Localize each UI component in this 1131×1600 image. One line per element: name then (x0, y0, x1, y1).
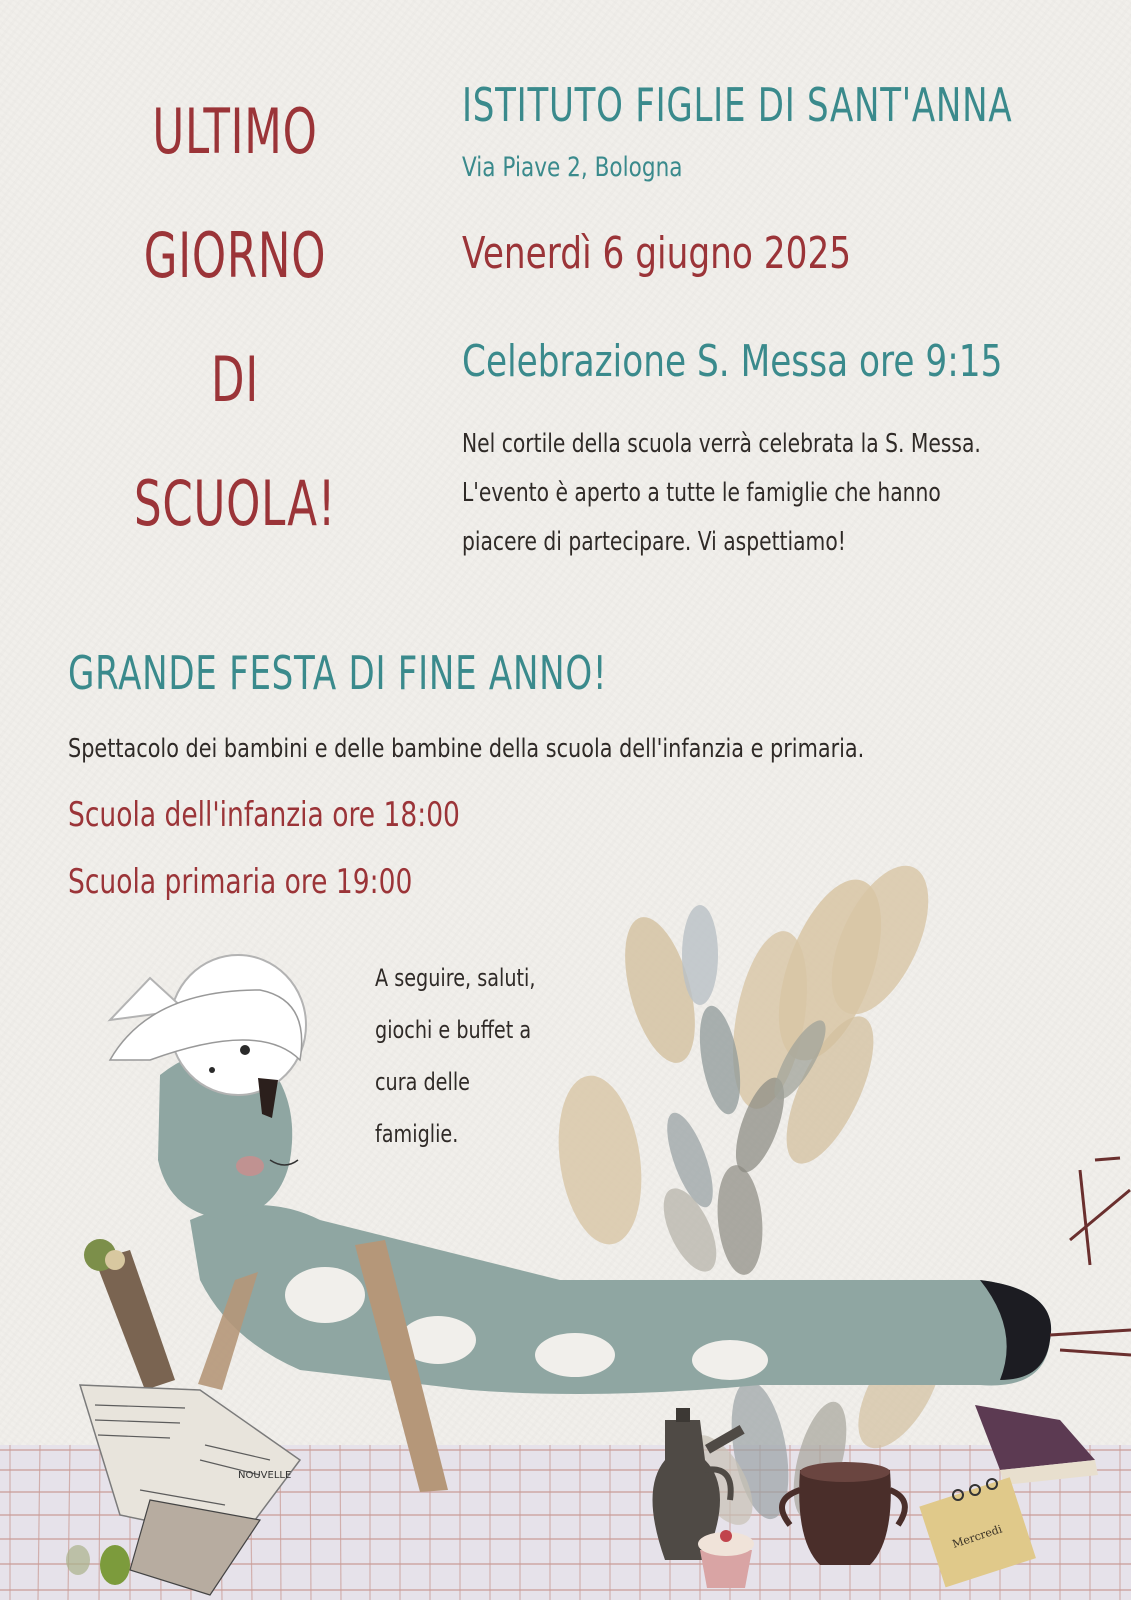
knitting-needles (1050, 1158, 1131, 1355)
institute-address: Via Piave 2, Bologna (462, 152, 683, 183)
party-heading: GRANDE FESTA DI FINE ANNO! (68, 646, 608, 700)
event-date: Venerdì 6 giugno 2025 (462, 228, 852, 279)
mass-description (462, 420, 1086, 567)
title-line: GIORNO (143, 219, 327, 292)
main-title (100, 70, 370, 566)
calendar-text: Mercredi (950, 1522, 1004, 1551)
institute-name: ISTITUTO FIGLIE DI SANT'ANNA (462, 78, 1013, 132)
title-line: ULTIMO (152, 95, 318, 168)
infanzia-time: Scuola dell'infanzia ore 18:00 (68, 795, 460, 835)
newspaper-text: NOUVELLE (238, 1470, 292, 1481)
follow-line: giochi e buffet a (375, 1016, 532, 1044)
title-line: DI (211, 343, 259, 416)
mass-heading: Celebrazione S. Messa ore 9:15 (462, 336, 1003, 387)
party-description: Spettacolo dei bambini e delle bambine della scuola dell'infanzia e primaria. (68, 734, 865, 764)
mass-line: L'evento è aperto a tutte le famiglie che hanno (462, 478, 941, 508)
primaria-time: Scuola primaria ore 19:00 (68, 862, 413, 902)
cupcake (698, 1530, 754, 1588)
picnic-illustration (0, 860, 1131, 1600)
title-line: SCUOLA! (133, 467, 337, 540)
mass-line: Nel cortile della scuola verrà celebrata la S. Messa. (462, 429, 981, 459)
follow-line: famiglie. (375, 1120, 459, 1148)
plant-leaves (549, 860, 959, 1535)
mass-line: piacere di partecipare. Vi aspettiamo! (462, 527, 846, 557)
follow-line: A seguire, saluti, (375, 964, 536, 992)
follow-line: cura delle (375, 1068, 470, 1096)
